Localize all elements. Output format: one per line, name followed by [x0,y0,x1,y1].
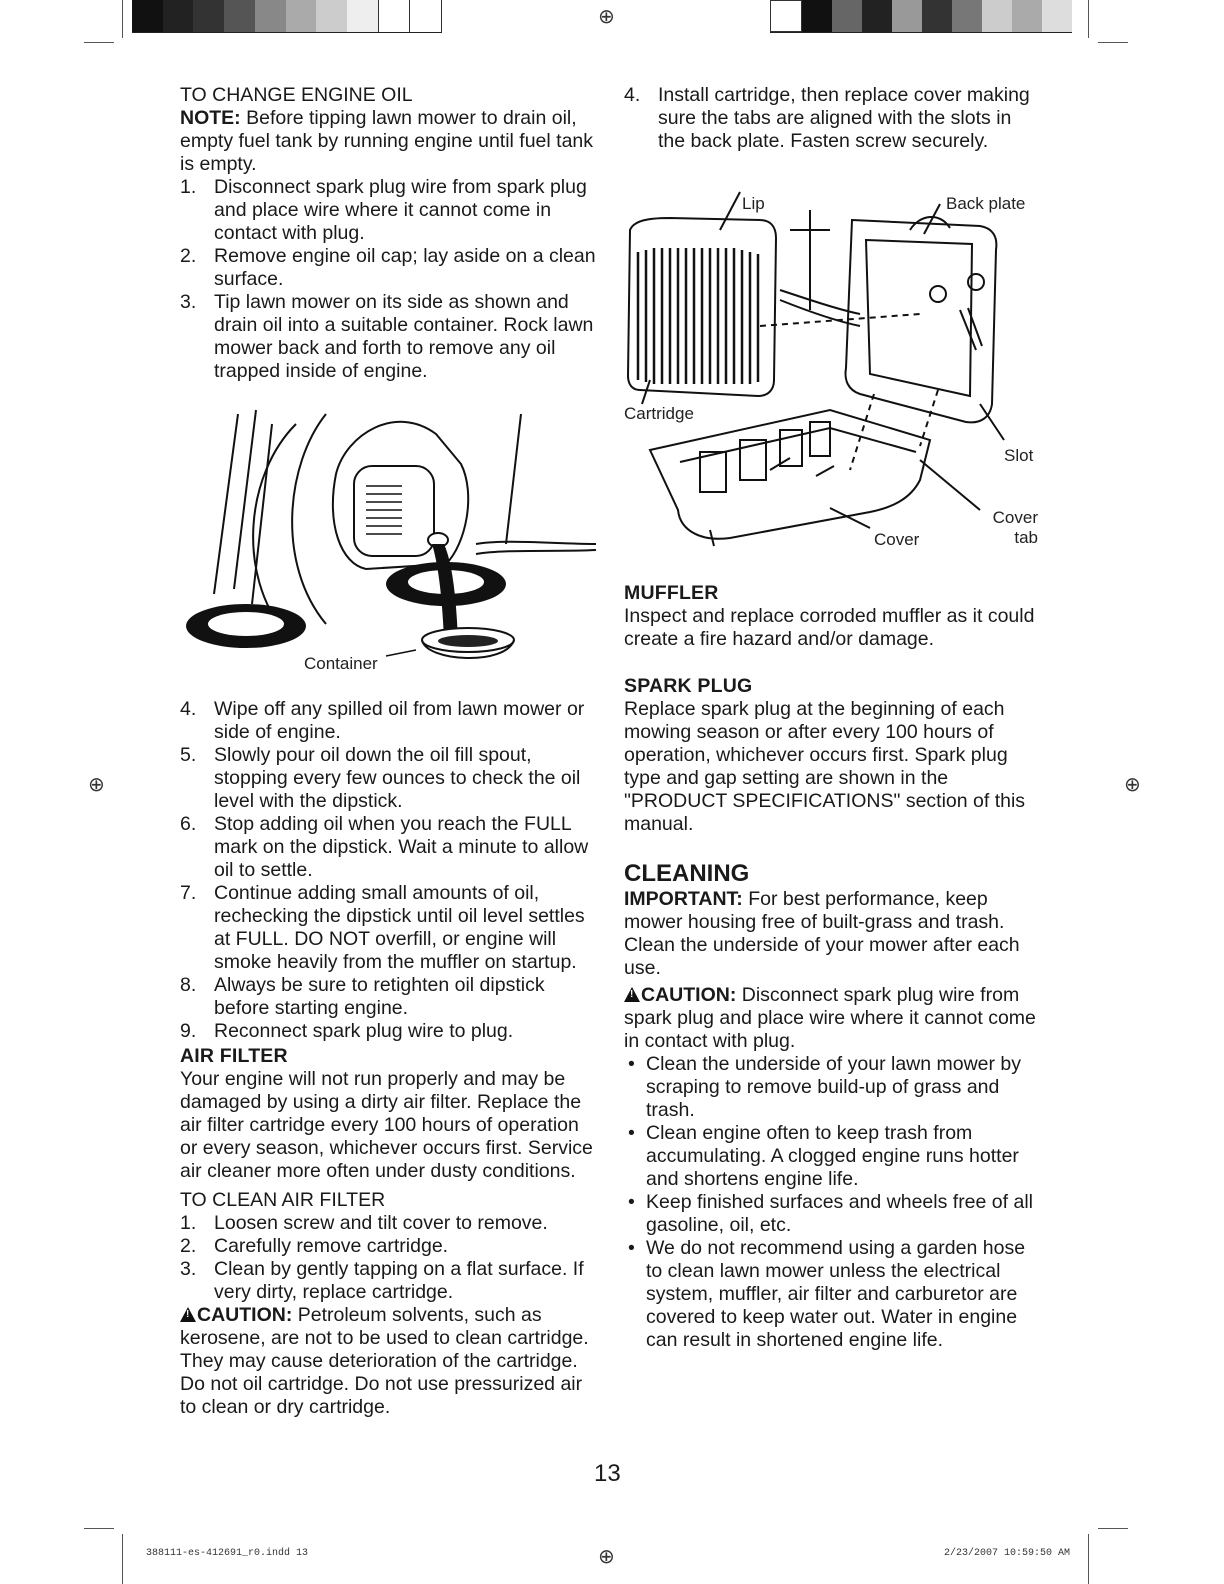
important-note: IMPORTANT: For best performance, keep mower housing free of built-grass and trash. Clean the underside of your mower after each use. [624,888,1020,979]
list-item: 5. Slowly pour oil down the oil fill spout, stopping every few ounces to check the oil level with the dipstick. [180,744,581,812]
right-column [624,84,1036,153]
oil-drain-illustration [176,394,600,684]
list-item: 7. Continue adding small amounts of oil, rechecking the dipstick until oil level settles at FULL. DO NOT overfill, or engine will smoke heavily from the muffler on startup. [180,882,585,973]
list-item: • Clean engine often to keep trash from accumulating. A clogged engine runs hotter and shortens engine life. [628,1122,1019,1190]
air-caution: !CAUTION: Petroleum solvents, such as kerosene, are not to be used to clean cartridge. They may cause deterioration of the cartridge. Do not oil cartridge. Do not use pressurized air to clean or dry cartridge. [180,1304,600,1419]
install-step [624,84,1036,153]
color-bar-left [132,0,442,33]
list-item: 6. Stop adding oil when you reach the FULL mark on the dipstick. Wait a minute to allow oil to settle. [180,813,589,881]
cleaning-heading: CLEANING [624,860,750,887]
muffler-text: Inspect and replace corroded muffler as it could create a fire hazard and/or damage. [624,605,1035,650]
page-number: 13 [594,1460,621,1487]
footer-timestamp: 2/23/2007 10:59:50 AM [944,1548,1071,1559]
list-item: 3. Tip lawn mower on its side as shown and drain oil into a suitable container. Rock lawn mower back and forth to remove any oil trapped inside of engine. [180,291,594,382]
color-bar-right [770,0,1072,33]
list-item: • Keep finished surfaces and wheels free of all gasoline, oil, etc. [628,1191,1033,1236]
oil-steps-a [180,176,600,383]
muffler-heading: MUFFLER [624,582,719,604]
figure-label-cartridge: Cartridge [624,404,694,423]
list-item: 8. Always be sure to retighten oil dipstick before starting engine. [180,974,545,1019]
figure-label-cover-tab: Cover tab [992,508,1038,547]
air-filter-text: Your engine will not run properly and may be damaged by using a dirty air filter. Replace the air filter cartridge every 100 hours of operation or every season, whichever occurs first. Service air cleaner more often under dusty conditions. [180,1068,593,1182]
left-column [180,84,600,383]
figure-label-lip: Lip [742,194,765,213]
figure-label-container: Container [304,654,378,673]
list-item: 4. Install cartridge, then replace cover making sure the tabs are aligned with the slots in the back plate. Fasten screw securely. [624,84,1030,152]
figure-label-slot: Slot [1004,446,1034,465]
note-text: Before tipping lawn mower to drain oil, empty fuel tank by running engine until fuel tank is empty. [180,107,594,175]
left-column-continued [180,698,600,1419]
figure-label-cover: Cover [874,530,920,549]
spark-plug-text: Replace spark plug at the beginning of each mowing season or after every 100 hours of operation, whichever occurs first. Spark plug type and gap setting are shown in the "PRODUCT SPECIFICATIONS" section of this manual. [624,698,1026,835]
figure-label-back-plate: Back plate [946,194,1026,213]
list-item: 9. Reconnect spark plug wire to plug. [180,1020,514,1042]
list-item: 1. Disconnect spark plug wire from spark plug and place wire where it cannot come in contact with plug. [180,176,587,244]
clean-air-steps [180,1212,600,1304]
list-item: • We do not recommend using a garden hose to clean lawn mower unless the electrical system, muffler, air filter and carburetor are covered to keep water out. Water in engine can result in shortened engine life. [628,1237,1026,1351]
note-label: NOTE: [180,107,241,129]
list-item: 2. Remove engine oil cap; lay aside on a clean surface. [180,245,596,290]
right-column-continued [624,582,1036,1352]
footer-file-name: 388111-es-412691_r0.indd 13 [146,1548,309,1559]
crop-mark-bottom-left-h [84,1528,114,1529]
registration-target-icon: ⊕ [598,1546,615,1568]
list-item: 4. Wipe off any spilled oil from lawn mower or side of engine. [180,698,585,743]
list-item: 1. Loosen screw and tilt cover to remove. [180,1212,548,1234]
crop-mark-bottom-right-v [1088,1534,1089,1584]
list-item: • Clean the underside of your lawn mower by scraping to remove build-up of grass and trash. [628,1053,1022,1121]
crop-mark-top-right-v [1088,0,1089,38]
warning-triangle-icon [180,1307,196,1322]
registration-target-icon: ⊕ [598,6,615,28]
air-filter-illustration [620,190,1050,560]
registration-target-icon: ⊕ [88,774,105,796]
crop-mark-top-left-v [122,0,123,38]
crop-mark-top-right-h [1098,42,1128,43]
crop-mark-bottom-left-v [122,1534,123,1584]
air-filter-heading: AIR FILTER [180,1045,288,1067]
cleaning-caution: !CAUTION: Disconnect spark plug wire from spark plug and place wire where it cannot come in contact with plug. [624,984,1036,1053]
list-item: 3. Clean by gently tapping on a flat surface. If very dirty, replace cartridge. [180,1258,584,1303]
list-item: 2. Carefully remove cartridge. [180,1235,449,1257]
oil-steps-b [180,698,600,1043]
crop-mark-top-left-h [84,42,114,43]
registration-target-icon: ⊕ [1124,774,1141,796]
warning-triangle-icon [624,987,640,1002]
oil-note [180,107,600,176]
crop-mark-bottom-right-h [1098,1528,1128,1529]
cleaning-bullets [624,1053,1036,1352]
clean-air-filter-heading: TO CLEAN AIR FILTER [180,1189,386,1211]
oil-heading: TO CHANGE ENGINE OIL [180,84,413,106]
spark-plug-heading: SPARK PLUG [624,675,753,697]
